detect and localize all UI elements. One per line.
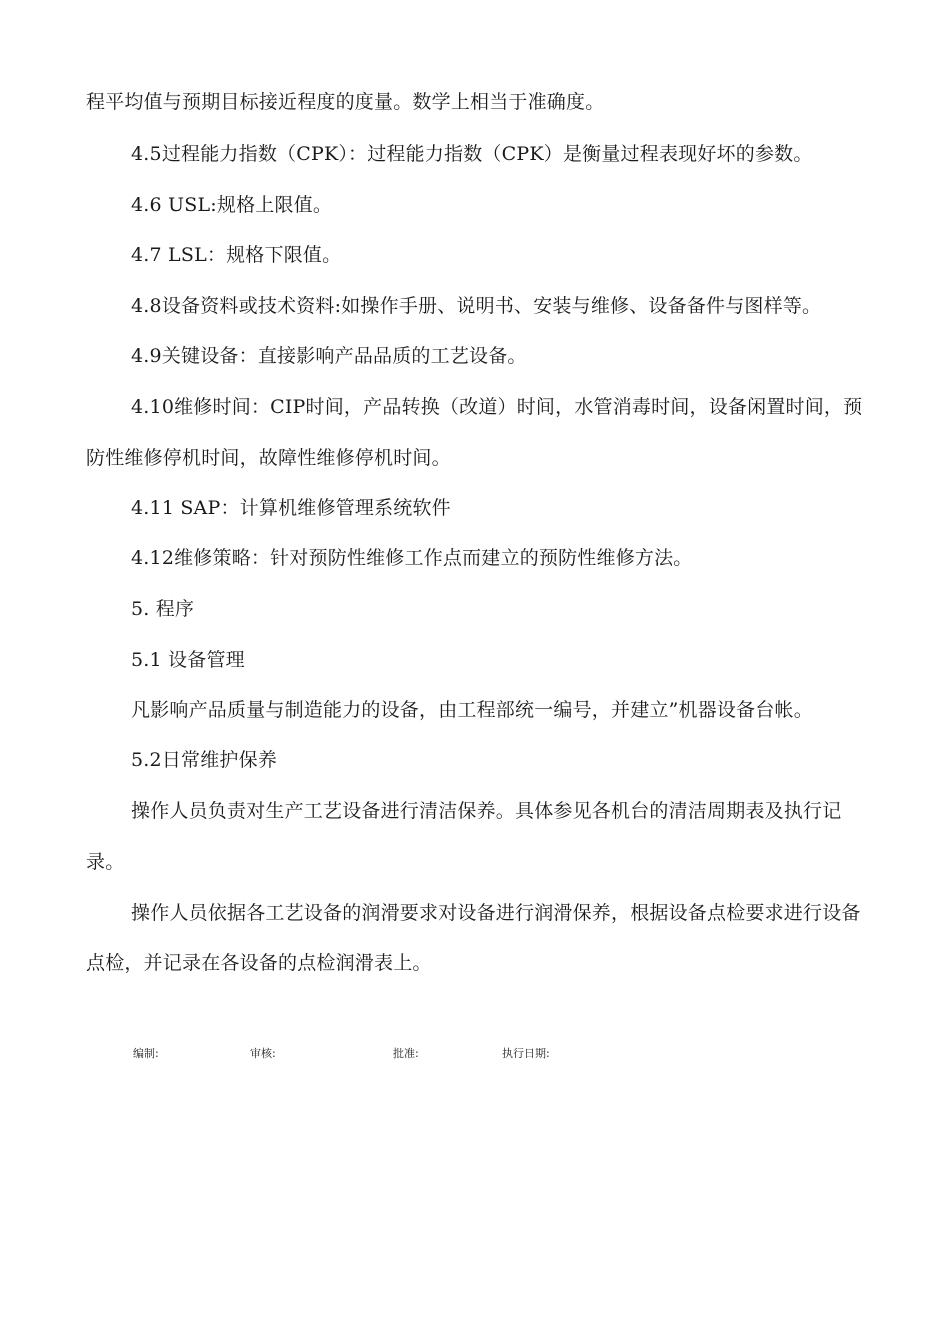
definition-4-9: 4.9关键设备：直接影响产品品质的工艺设备。 — [131, 345, 527, 367]
section-5-2-body-1: 操作人员负责对生产工艺设备进行清洁保养。具体参见各机台的清洁周期表及执行记 — [131, 800, 842, 822]
prepared-by-label: 编制: — [133, 1047, 159, 1060]
section-5-2-body-2: 操作人员依据各工艺设备的润滑要求对设备进行润滑保养，根据设备点检要求进行设备 — [131, 902, 861, 924]
definition-4-11: 4.11 SAP：计算机维修管理系统软件 — [131, 497, 451, 519]
definition-4-10: 4.10维修时间：CIP时间，产品转换（改道）时间，水管消毒时间，设备闲置时间，预 — [131, 396, 863, 418]
definition-4-7: 4.7 LSL：规格下限值。 — [131, 244, 342, 266]
definition-4-8: 4.8设备资料或技术资料:如操作手册、说明书、安装与维修、设备备件与图样等。 — [131, 295, 822, 317]
paragraph-line: 程平均值与预期目标接近程度的度量。数学上相当于准确度。 — [86, 91, 605, 113]
section-5-1-body: 凡影响产品质量与制造能力的设备，由工程部统一编号，并建立”机器设备台帐。 — [131, 699, 813, 721]
section-5-2-body-2-continued: 点检，并记录在各设备的点检润滑表上。 — [86, 952, 432, 974]
section-heading-5-2: 5.2日常维护保养 — [131, 749, 278, 771]
definition-4-5: 4.5过程能力指数（CPK）：过程能力指数（CPK）是衡量过程表现好坏的参数。 — [131, 143, 813, 165]
definition-4-10-continued: 防性维修停机时间，故障性维修停机时间。 — [86, 447, 451, 469]
section-5-2-body-1-continued: 录。 — [86, 851, 125, 873]
effective-date-label: 执行日期: — [502, 1047, 550, 1060]
section-heading-5: 5. 程序 — [131, 598, 195, 620]
reviewed-by-label: 审核: — [250, 1047, 276, 1060]
approved-by-label: 批准: — [393, 1047, 419, 1060]
definition-4-12: 4.12维修策略：针对预防性维修工作点而建立的预防性维修方法。 — [131, 547, 693, 569]
definition-4-6: 4.6 USL:规格上限值。 — [131, 194, 333, 216]
approval-footer — [0, 1045, 950, 1065]
section-heading-5-1: 5.1 设备管理 — [131, 649, 245, 671]
